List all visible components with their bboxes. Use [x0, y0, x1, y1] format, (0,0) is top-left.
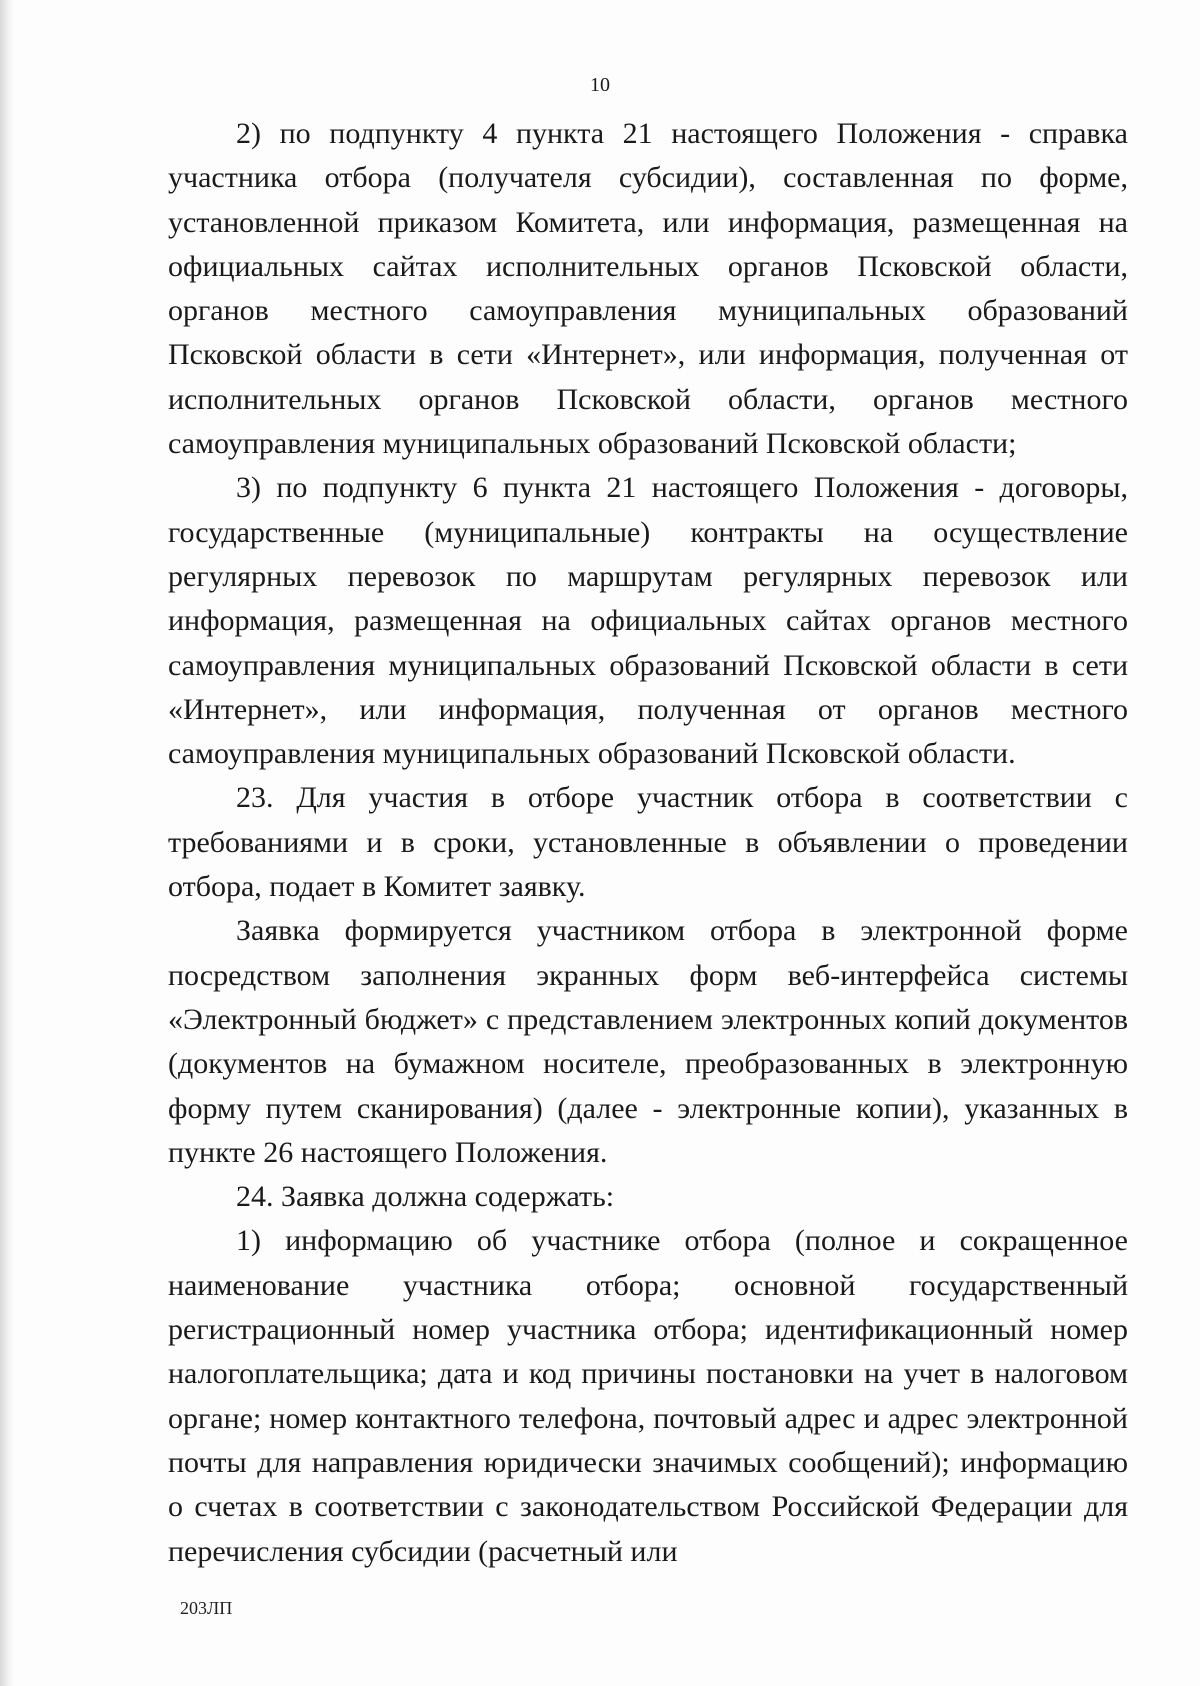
document-body [168, 112, 1128, 1574]
footer-document-code: 203ЛП [180, 1598, 233, 1618]
paragraph-item-24: 24. Заявка должна содержать: [236, 1180, 615, 1214]
paragraph-item-24-subitem-1: 1) информацию об участнике отбора (полное и сокращенное наименование участника отбора; основной государственный регистрационный номер участника отбора; идентификационный номер налогоплательщика; дата и код причины постановки на учет в налоговом органе; номер контактного телефона, почтовый адрес и адрес электронной почты для направления юридически значимых сообщений); информацию о счетах в соответствии с законодательством Российской Федерации для перечисления субсидии (расчетный или [168, 1224, 1128, 1568]
scan-edge [0, 0, 14, 1686]
paragraph-subitem-3: 3) по подпункту 6 пункта 21 настоящего Положения - договоры, государственные (муниципальные) контракты на осуществление регулярных перевозок по маршрутам регулярных перевозок или информация, размещенная на официальных сайтах органов местного самоуправления муниципальных образований Псковской области в сети «Интернет», или информация, полученная от органов местного самоуправления муниципальных образований Псковской области. [168, 471, 1128, 771]
paragraph-item-23: 23. Для участия в отборе участник отбора в соответствии с требованиями и в сроки, установленные в объявлении о проведении отбора, подает в Комитет заявку. [168, 781, 1128, 904]
paragraph-application-form: Заявка формируется участником отбора в электронной форме посредством заполнения экранных форм веб-интерфейса системы «Электронный бюджет» с представлением электронных копий документов (документов на бумажном носителе, преобразованных в электронную форму путем сканирования) (далее - электронные копии), указанных в пункте 26 настоящего Положения. [168, 914, 1128, 1169]
paragraph-subitem-2: 2) по подпункту 4 пункта 21 настоящего Положения - справка участника отбора (получателя субсидии), составленная по форме, установленной приказом Комитета, или информация, размещенная на официальных сайтах исполнительных органов Псковской области, органов местного самоуправления муниципальных образований Псковской области в сети «Интернет», или информация, полученная от исполнительных органов Псковской области, органов местного самоуправления муниципальных образований Псковской области; [168, 117, 1128, 461]
page-number: 10 [590, 74, 610, 96]
